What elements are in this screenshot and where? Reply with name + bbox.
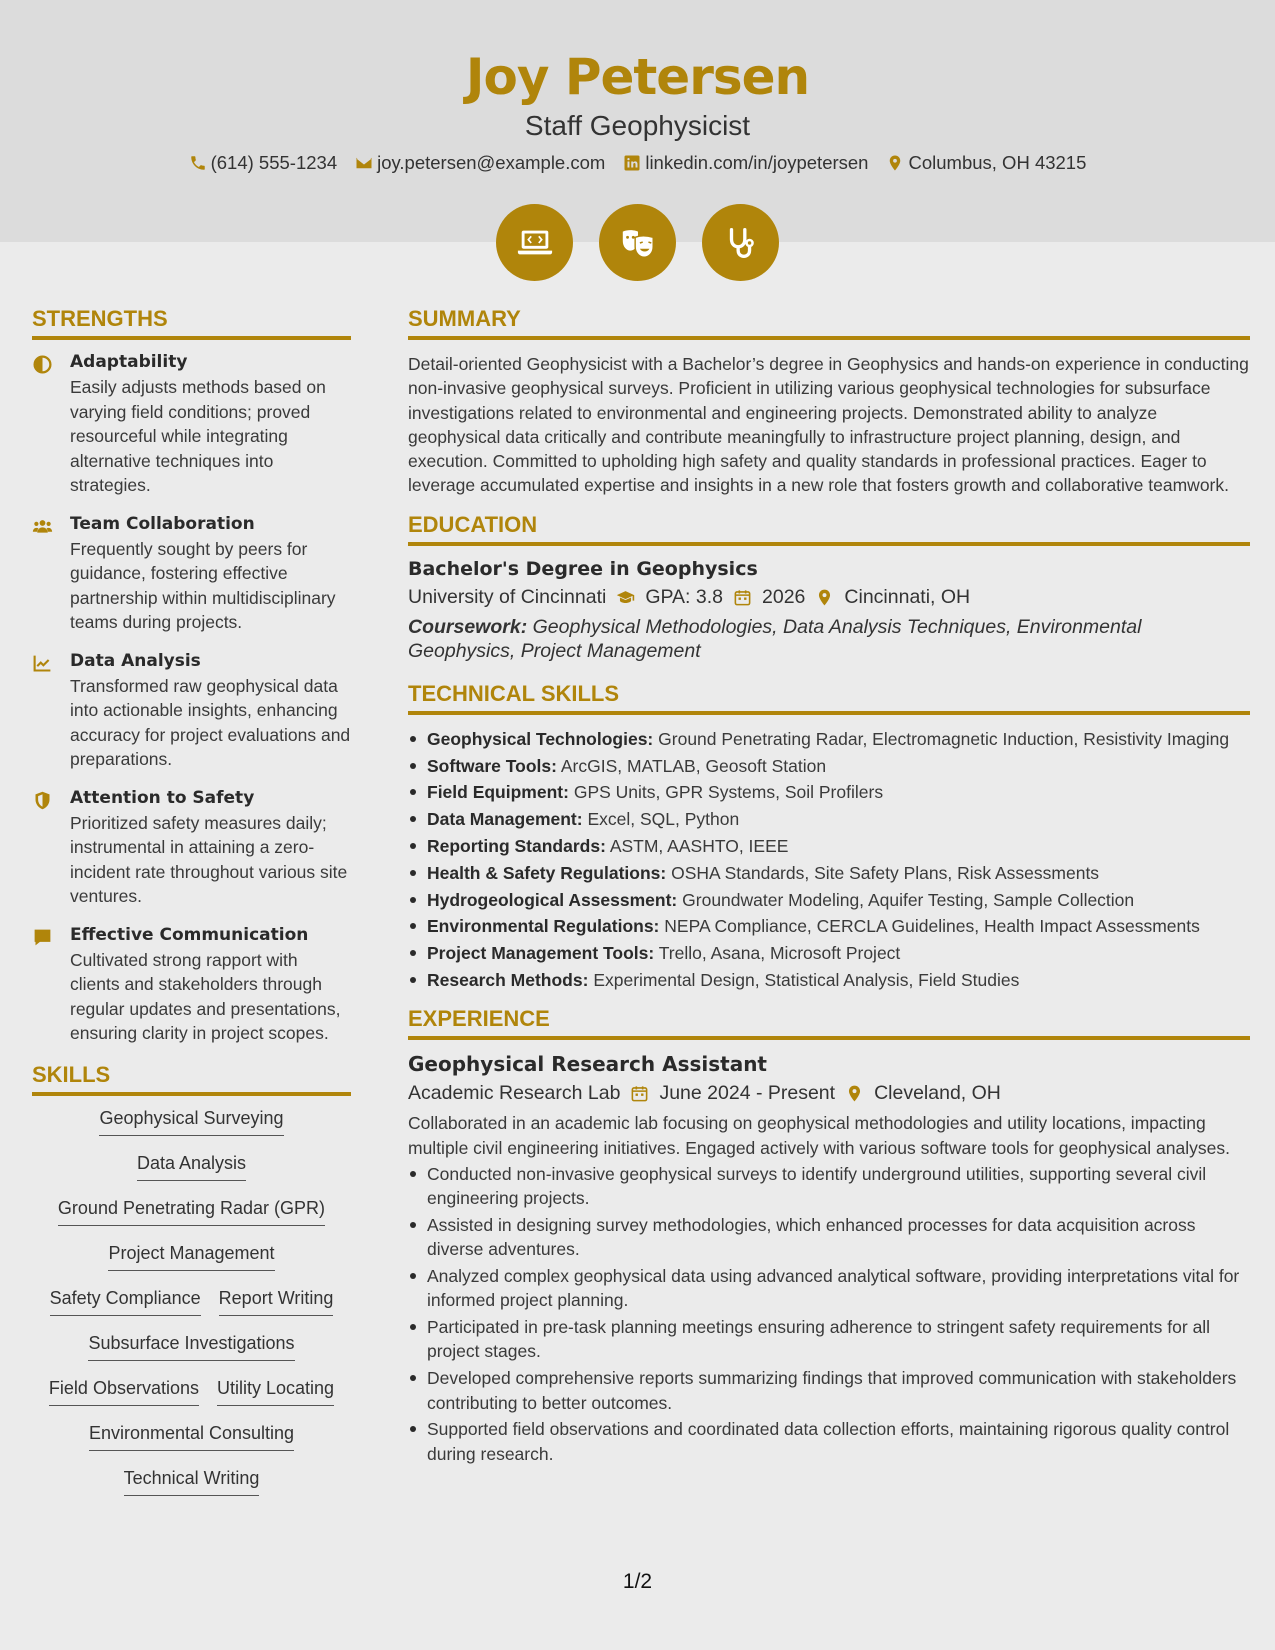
skill-tag: Subsurface Investigations bbox=[88, 1333, 294, 1361]
job-title-headline: Staff Geophysicist bbox=[524, 110, 751, 141]
interest-circle-laptop bbox=[496, 204, 573, 281]
list-item bbox=[408, 727, 1250, 751]
strength-item bbox=[32, 788, 351, 909]
strength-title: Data Analysis bbox=[70, 650, 201, 671]
list-item: Developed comprehensive reports summarizing findings that improved communication with stakeholders contributing to better outcomes. bbox=[408, 1366, 1250, 1415]
users-icon bbox=[32, 516, 53, 537]
candidate-name: Joy Petersen bbox=[465, 48, 810, 106]
school-name: University of Cincinnati bbox=[408, 585, 607, 608]
list-item bbox=[408, 834, 1250, 858]
map-marker-icon bbox=[886, 154, 904, 172]
tech-skill-value: Trello, Asana, Microsoft Project bbox=[658, 943, 901, 964]
employer-name: Academic Research Lab bbox=[408, 1082, 621, 1105]
tech-skill-value: OSHA Standards, Site Safety Plans, Risk Assessments bbox=[671, 862, 1100, 883]
phone-text: (614) 555-1234 bbox=[210, 152, 338, 173]
skill-tag: Utility Locating bbox=[217, 1378, 334, 1406]
tech-skill-label: Hydrogeological Assessment: bbox=[427, 889, 678, 910]
strength-title: Attention to Safety bbox=[70, 787, 255, 808]
education-heading: EDUCATION bbox=[408, 512, 1250, 546]
list-item bbox=[408, 754, 1250, 778]
tech-skill-value: Ground Penetrating Radar, Electromagnetic Induction, Resistivity Imaging bbox=[658, 728, 1230, 749]
adjust-icon bbox=[32, 354, 53, 375]
left-column bbox=[32, 306, 351, 1513]
contact-phone[interactable] bbox=[189, 152, 338, 174]
tech-skill-value: NEPA Compliance, CERCLA Guidelines, Health Impact Assessments bbox=[664, 916, 1200, 937]
strength-item bbox=[32, 352, 351, 498]
tech-skill-value: Groundwater Modeling, Aquifer Testing, Sample Collection bbox=[682, 889, 1135, 910]
linkedin-icon bbox=[623, 154, 641, 172]
comment-icon bbox=[32, 927, 53, 948]
list-item bbox=[408, 807, 1250, 831]
contact-bar bbox=[0, 152, 1275, 174]
tech-skill-label: Geophysical Technologies: bbox=[427, 728, 654, 749]
theater-masks-icon bbox=[619, 224, 657, 262]
tech-skill-value: GPS Units, GPR Systems, Soil Profilers bbox=[573, 782, 884, 803]
strength-item bbox=[32, 925, 351, 1046]
list-item bbox=[408, 968, 1250, 992]
strength-desc: Prioritized safety measures daily; instrumental in attaining a zero-incident rate throughout various site ventures. bbox=[70, 812, 348, 906]
interest-circle-stethoscope bbox=[702, 204, 779, 281]
shield-icon bbox=[32, 790, 53, 811]
graduation-cap-icon bbox=[616, 588, 635, 607]
tech-skill-label: Software Tools: bbox=[427, 755, 557, 776]
interest-icons bbox=[0, 204, 1275, 281]
skill-tag: Data Analysis bbox=[137, 1153, 246, 1181]
tech-skill-label: Research Methods: bbox=[427, 969, 589, 990]
tech-skill-label: Project Management Tools: bbox=[427, 943, 655, 964]
list-item: Assisted in designing survey methodologies, which enhanced processes for data acquisition across diverse adventures. bbox=[408, 1213, 1250, 1262]
list-item: Conducted non-invasive geophysical surveys to identify underground utilities, supporting several civil engineering projects. bbox=[408, 1162, 1250, 1211]
list-item: Analyzed complex geophysical data using advanced analytical software, providing interpretations vital for informed project planning. bbox=[408, 1264, 1250, 1313]
strength-item bbox=[32, 514, 351, 635]
calendar-icon bbox=[630, 1084, 649, 1103]
linkedin-text: linkedin.com/in/joypetersen bbox=[645, 152, 869, 173]
tech-skill-label: Reporting Standards: bbox=[427, 835, 606, 856]
tech-skill-label: Field Equipment: bbox=[427, 782, 569, 803]
strength-desc: Cultivated strong rapport with clients and stakeholders through regular updates and presentations, ensuring clarity in project scopes. bbox=[70, 949, 341, 1043]
technical-skills-list bbox=[408, 727, 1250, 992]
tech-skill-value: ArcGIS, MATLAB, Geosoft Station bbox=[560, 755, 827, 776]
strength-title: Adaptability bbox=[70, 352, 188, 372]
list-item bbox=[408, 941, 1250, 965]
list-item bbox=[408, 888, 1250, 912]
list-item bbox=[408, 914, 1250, 938]
gpa-text: GPA: 3.8 bbox=[645, 585, 724, 608]
phone-icon bbox=[189, 154, 207, 172]
skill-tag: Report Writing bbox=[219, 1288, 334, 1316]
calendar-icon bbox=[733, 588, 752, 607]
contact-email[interactable] bbox=[355, 152, 605, 174]
skill-tag: Field Observations bbox=[49, 1378, 199, 1406]
experience-meta bbox=[408, 1082, 1250, 1105]
coursework-label: Coursework: bbox=[408, 615, 528, 638]
experience-heading: EXPERIENCE bbox=[408, 1006, 1250, 1040]
tech-skill-value: Experimental Design, Statistical Analysis, Field Studies bbox=[593, 969, 1020, 990]
strength-title: Effective Communication bbox=[70, 924, 309, 945]
list-item bbox=[408, 861, 1250, 885]
graduation-year: 2026 bbox=[762, 585, 806, 608]
skill-tag: Ground Penetrating Radar (GPR) bbox=[58, 1198, 325, 1226]
email-text: joy.petersen@example.com bbox=[377, 152, 606, 173]
contact-linkedin[interactable] bbox=[623, 152, 868, 174]
experience-job-title: Geophysical Research Assistant bbox=[408, 1052, 767, 1077]
strength-desc: Easily adjusts methods based on varying field conditions; proved resourceful while integrating alternative techniques into strategies. bbox=[70, 377, 326, 495]
school-location: Cincinnati, OH bbox=[844, 585, 971, 608]
job-dates: June 2024 - Present bbox=[659, 1082, 836, 1105]
skills-list bbox=[32, 1108, 351, 1513]
job-location: Cleveland, OH bbox=[874, 1082, 1001, 1105]
skill-tag: Project Management bbox=[108, 1243, 274, 1271]
skill-tag: Environmental Consulting bbox=[89, 1423, 294, 1451]
envelope-icon bbox=[355, 154, 373, 172]
strength-desc: Transformed raw geophysical data into actionable insights, enhancing accuracy for project evaluations and preparations. bbox=[70, 675, 351, 769]
experience-bullets bbox=[408, 1162, 1250, 1466]
page-number: 1/2 bbox=[622, 1570, 653, 1593]
technical-skills-heading: TECHNICAL SKILLS bbox=[408, 681, 1250, 715]
skill-tag: Technical Writing bbox=[124, 1468, 260, 1496]
tech-skill-label: Environmental Regulations: bbox=[427, 916, 660, 937]
summary-text: Detail-oriented Geophysicist with a Bachelor’s degree in Geophysics and hands-on experience in conducting non-invasive geophysical surveys. Proficient in utilizing various geophysical technologies for subsurface investigations related to environmental and engineering projects. Demonstrated ability to analyze geophysical data critically and contribute meaningfully to infrastructure project planning, design, and execution. Committed to upholding high safety and quality standards in professional practices. Eager to leverage accumulated expertise and insights in a new role that fosters growth and collaborative teamwork. bbox=[408, 354, 1249, 496]
map-marker-icon bbox=[845, 1084, 864, 1103]
skills-heading: SKILLS bbox=[32, 1062, 351, 1096]
experience-intro: Collaborated in an academic lab focusing on geophysical methodologies and utility locations, impacting multiple civil engineering initiatives. Engaged actively with various software tools for geophysical analyses. bbox=[408, 1113, 1230, 1158]
strength-item bbox=[32, 651, 351, 772]
skill-tag: Geophysical Surveying bbox=[99, 1108, 283, 1136]
chart-line-icon bbox=[32, 653, 53, 674]
tech-skill-label: Data Management: bbox=[427, 809, 583, 830]
strength-desc: Frequently sought by peers for guidance, fostering effective partnership within multidisciplinary teams during projects. bbox=[70, 538, 336, 632]
degree-title: Bachelor's Degree in Geophysics bbox=[408, 557, 758, 580]
summary-heading: SUMMARY bbox=[408, 306, 1250, 340]
tech-skill-value: Excel, SQL, Python bbox=[587, 809, 740, 830]
education-meta bbox=[408, 586, 1250, 609]
location-text: Columbus, OH 43215 bbox=[908, 152, 1087, 173]
map-marker-icon bbox=[815, 588, 834, 607]
contact-location bbox=[886, 152, 1086, 174]
tech-skill-value: ASTM, AASHTO, IEEE bbox=[609, 835, 789, 856]
list-item bbox=[408, 780, 1250, 804]
list-item: Participated in pre-task planning meetings ensuring adherence to stringent safety requirements for all project stages. bbox=[408, 1315, 1250, 1364]
right-column bbox=[408, 306, 1250, 1480]
coursework-text: Geophysical Methodologies, Data Analysis Techniques, Environmental Geophysics, Project Management bbox=[408, 615, 1142, 662]
stethoscope-icon bbox=[722, 224, 760, 262]
coursework bbox=[408, 615, 1250, 663]
strengths-heading: STRENGTHS bbox=[32, 306, 351, 340]
strength-title: Team Collaboration bbox=[70, 513, 255, 534]
interest-circle-theater bbox=[599, 204, 676, 281]
skill-tag: Safety Compliance bbox=[50, 1288, 201, 1316]
laptop-code-icon bbox=[516, 224, 554, 262]
tech-skill-label: Health & Safety Regulations: bbox=[427, 862, 667, 883]
list-item: Supported field observations and coordinated data collection efforts, maintaining rigorous quality control during research. bbox=[408, 1417, 1250, 1466]
